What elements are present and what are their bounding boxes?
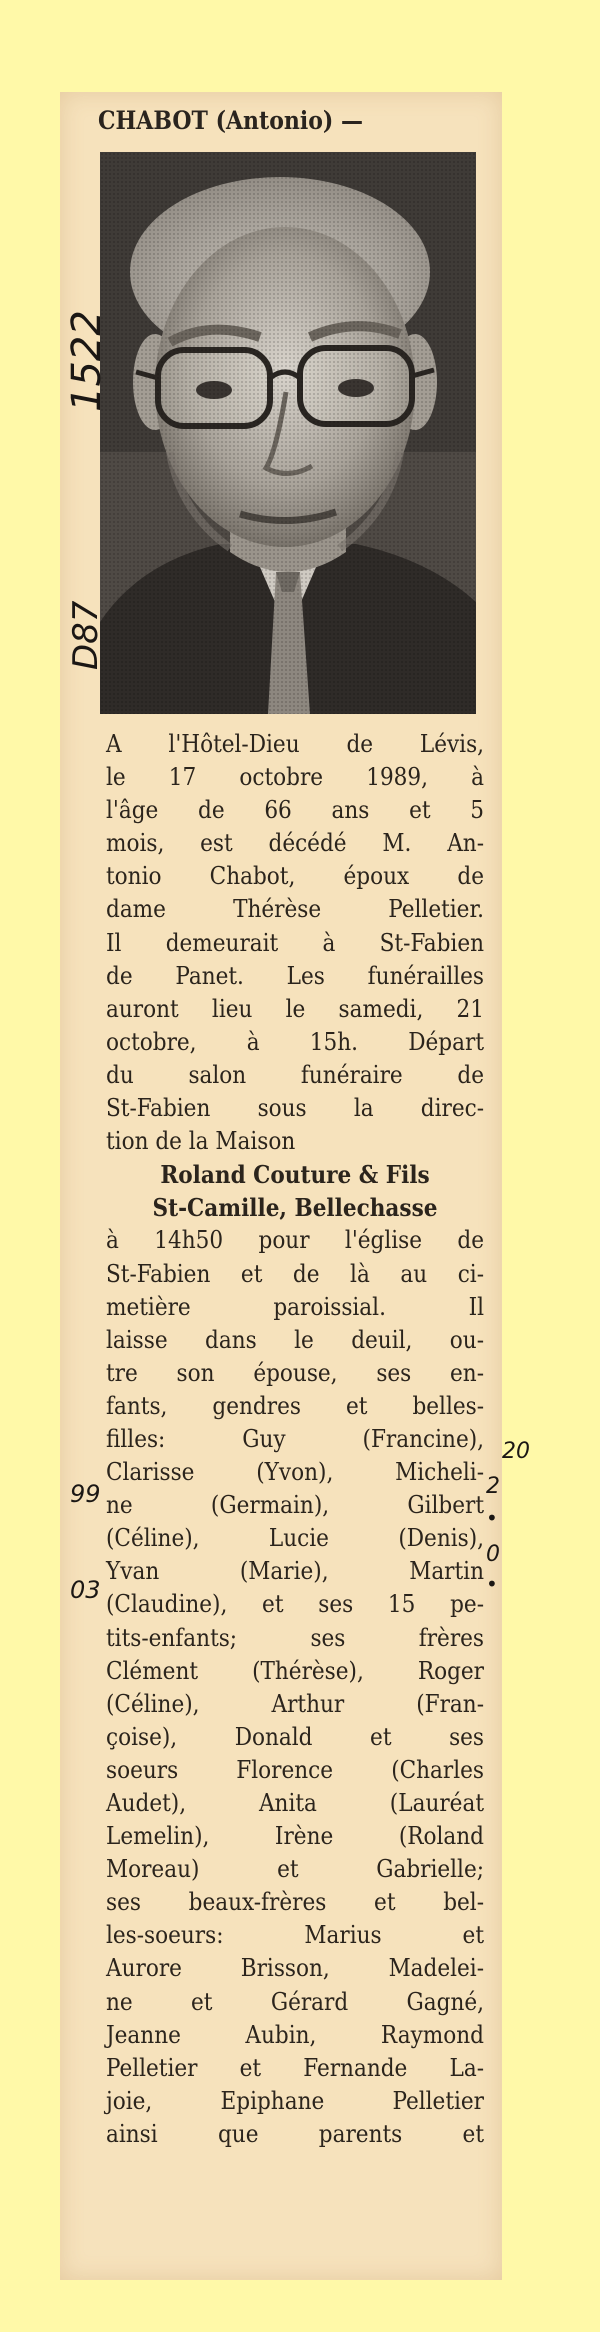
obituary-heading: CHABOT (Antonio) — [98,106,363,135]
handwritten-mark-dot-1: • [486,1506,498,1530]
obituary-line: Clément (Thérèse), Roger [106,1656,484,1685]
obituary-line: St-Camille, Bellechasse [152,1193,438,1223]
obituary-line: St-Fabien et de là au ci- [106,1259,484,1288]
obituary-line: tonio Chabot, époux de [106,862,484,891]
obituary-line: Aurore Brisson, Madelei- [106,1954,484,1983]
newspaper-clipping [60,92,530,2280]
handwritten-margin-number: 1522 [64,310,110,412]
obituary-line: auront lieu le samedi, 21 [106,994,484,1023]
obituary-line: Clarisse (Yvon), Micheli- [106,1458,484,1487]
obituary-line: filles: Guy (Francine), [106,1424,484,1453]
handwritten-note-0: 0 [486,1542,500,1567]
obituary-line: à 14h50 pour l'église de [106,1226,484,1255]
obituary-line: Pelletier et Fernande La- [106,2053,484,2082]
obituary-line: dame Thérèse Pelletier. [106,895,484,924]
portrait-image [100,152,476,714]
obituary-line: Audet), Anita (Lauréat [106,1789,484,1817]
obituary-line: le 17 octobre 1989, à [106,763,484,792]
obituary-line: Jeanne Aubin, Raymond [106,2020,484,2049]
obituary-line: les-soeurs: Marius et [106,1921,484,1950]
obituary-line: metière paroissial. Il [106,1292,484,1321]
obituary-line: du salon funéraire de [106,1060,484,1089]
obituary-line: ne (Germain), Gilbert [106,1491,484,1520]
obituary-line: Lemelin), Irène (Roland [106,1822,484,1851]
obituary-line: (Céline), Lucie (Denis), [106,1524,484,1553]
obituary-line: ne et Gérard Gagné, [106,1987,484,2016]
obituary-line: Roland Couture & Fils [160,1160,430,1190]
obituary-line: (Claudine), et ses 15 pe- [106,1590,484,1619]
obituary-line: octobre, à 15h. Départ [106,1027,484,1056]
obituary-line: ainsi que parents et [106,2119,484,2148]
handwritten-mark-dot-2: • [486,1572,498,1596]
obituary-line: mois, est décédé M. An- [106,829,484,858]
portrait-photo [100,152,476,714]
handwritten-note-2: 2 [486,1474,500,1499]
handwritten-note-99: 99 [70,1480,101,1508]
obituary-line: (Céline), Arthur (Fran- [106,1689,484,1718]
handwritten-margin-code: D87 [66,600,106,670]
obituary-line: St-Fabien sous la direc- [106,1094,484,1123]
obituary-line: de Panet. Les funérailles [106,961,484,990]
obituary-line: laisse dans le deuil, ou- [106,1325,484,1354]
obituary-line: l'âge de 66 ans et 5 [106,796,484,825]
obituary-line: çoise), Donald et ses [106,1722,484,1751]
obituary-line: tre son épouse, ses en- [106,1358,484,1387]
obituary-line: tits-enfants; ses frères [106,1623,484,1652]
obituary-line: tion de la Maison [106,1127,296,1156]
handwritten-note-03: 03 [70,1576,101,1604]
handwritten-note-20: 20 [502,1439,530,1464]
obituary-line: A l'Hôtel-Dieu de Lévis, [106,730,484,758]
obituary-line: fants, gendres et belles- [106,1391,484,1420]
obituary-line: Yvan (Marie), Martin [106,1557,484,1586]
obituary-line: Il demeurait à St-Fabien [106,928,484,957]
obituary-text [106,728,484,2151]
obituary-line: joie, Epiphane Pelletier [106,2086,484,2115]
obituary-line: Moreau) et Gabrielle; [106,1855,484,1884]
obituary-line: ses beaux-frères et bel- [106,1888,484,1917]
obituary-line: soeurs Florence (Charles [106,1755,484,1784]
